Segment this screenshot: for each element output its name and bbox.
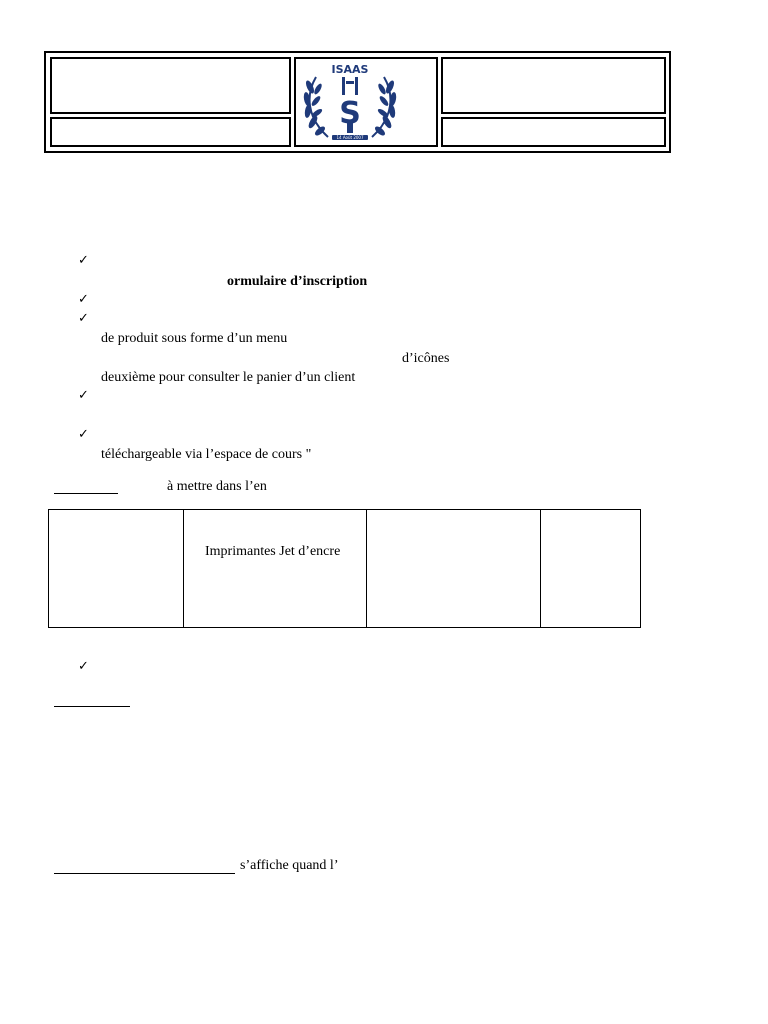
check-icon: ✓ — [78, 387, 89, 402]
download-text: téléchargeable via l’espace de cours " — [101, 447, 312, 462]
product-menu-text: de produit sous forme d’un menu — [101, 331, 288, 346]
check-icon: ✓ — [78, 252, 89, 267]
header-left-top-cell — [50, 57, 291, 114]
underline-blank — [54, 706, 130, 707]
table-cell — [49, 510, 184, 628]
check-icon: ✓ — [78, 291, 89, 306]
form-title-text: ormulaire d’inscription — [227, 274, 368, 289]
table-cell — [184, 510, 367, 628]
table-cell — [367, 510, 541, 628]
header-right-top-cell — [441, 57, 666, 114]
check-icon: ✓ — [78, 310, 89, 325]
svg-text:S: S — [339, 96, 361, 131]
check-icon: ✓ — [78, 658, 89, 673]
product-table — [48, 509, 641, 628]
isaas-logo — [298, 59, 402, 147]
header-text-line: à mettre dans l’en — [167, 479, 267, 494]
underline-blank — [54, 873, 235, 874]
header-right-bottom-cell — [441, 117, 666, 147]
icons-text: d’icônes — [402, 351, 450, 366]
table-cell-text: Imprimantes Jet d’encre — [205, 544, 341, 559]
displays-text: s’affiche quand l’ — [240, 858, 339, 873]
check-icon: ✓ — [78, 426, 89, 441]
svg-text:14 Août 2007: 14 Août 2007 — [336, 135, 364, 140]
underline-blank — [54, 493, 118, 494]
cart-text: deuxième pour consulter le panier d’un client — [101, 370, 356, 385]
header-left-bottom-cell — [50, 117, 291, 147]
table-cell — [541, 510, 641, 628]
svg-text:ISAAS: ISAAS — [331, 63, 369, 76]
